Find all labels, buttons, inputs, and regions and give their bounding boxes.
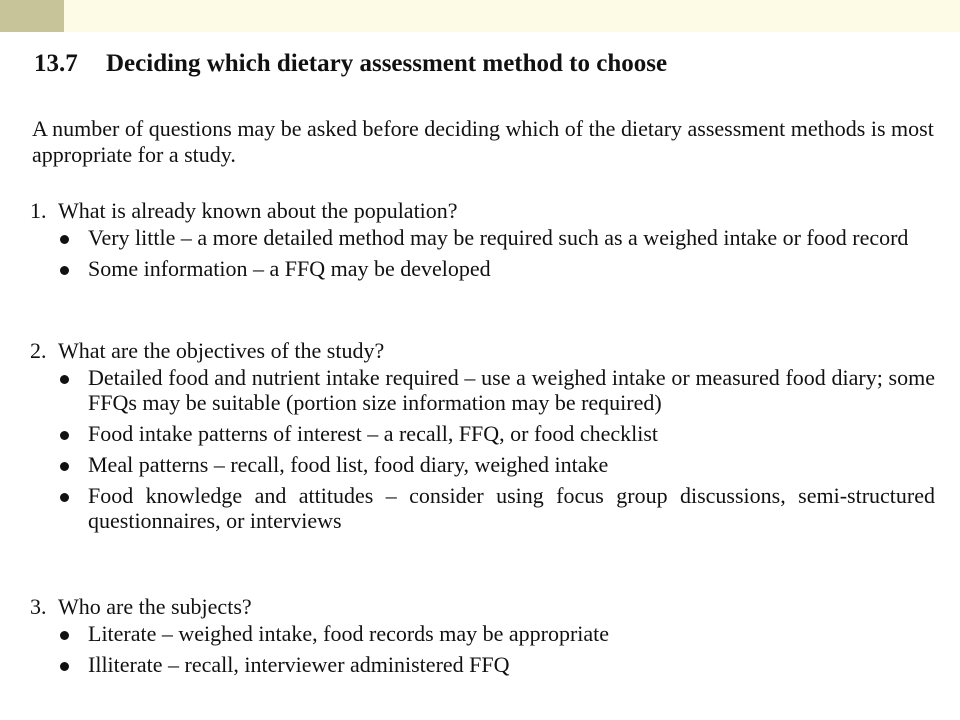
bullet-list [30, 365, 935, 533]
bullet-icon [60, 631, 69, 640]
question-number: 1. [30, 198, 47, 223]
bullet-text: Food intake patterns of interest – a recall, FFQ, or food checklist [88, 421, 659, 446]
question-text: What is already known about the population? [58, 198, 458, 223]
scanned-page [0, 32, 960, 720]
bullet-text: Food knowledge and attitudes – consider using focus group discussions, semi-structured questionnaires, or interviews [88, 483, 935, 533]
bullet-item [30, 421, 935, 446]
bullet-icon [60, 493, 69, 502]
bullet-icon [60, 662, 69, 671]
bullet-item [30, 652, 935, 677]
bullet-icon [60, 235, 69, 244]
bullet-text: Very little – a more detailed method may be required such as a weighed intake or food record [88, 225, 909, 250]
bullet-text: Detailed food and nutrient intake required – use a weighed intake or measured food diary; some FFQs may be suitable (portion size information may be required) [88, 365, 935, 415]
bullet-item [30, 621, 935, 646]
top-band [0, 0, 960, 32]
bullet-icon [60, 462, 69, 471]
section-number: 13.7 [34, 50, 78, 77]
bullet-item [30, 483, 935, 533]
bullet-icon [60, 431, 69, 440]
intro-paragraph: A number of questions may be asked before deciding which of the dietary assessment methods is most appropriate for a study. [32, 116, 934, 167]
question-text: What are the objectives of the study? [58, 338, 385, 363]
bullet-icon [60, 266, 69, 275]
question-title [30, 198, 935, 223]
bullet-icon [60, 375, 69, 384]
question-title [30, 338, 935, 363]
question-2 [30, 338, 935, 539]
section-heading [34, 50, 667, 78]
bullet-text: Literate – weighed intake, food records may be appropriate [88, 621, 610, 646]
bullet-item [30, 256, 935, 281]
bullet-item [30, 365, 935, 415]
bullet-text: Some information – a FFQ may be developed [88, 256, 491, 281]
question-number: 2. [30, 338, 47, 363]
bullet-item [30, 225, 935, 250]
question-title [30, 594, 935, 619]
question-3 [30, 594, 935, 683]
bullet-list [30, 225, 935, 281]
question-number: 3. [30, 594, 47, 619]
question-1 [30, 198, 935, 287]
bullet-text: Illiterate – recall, interviewer administered FFQ [88, 652, 510, 677]
bullet-list [30, 621, 935, 677]
bullet-item [30, 452, 935, 477]
bullet-text: Meal patterns – recall, food list, food diary, weighed intake [88, 452, 609, 477]
corner-swatch [0, 0, 64, 32]
section-title: Deciding which dietary assessment method to choose [106, 50, 668, 77]
question-text: Who are the subjects? [58, 594, 252, 619]
